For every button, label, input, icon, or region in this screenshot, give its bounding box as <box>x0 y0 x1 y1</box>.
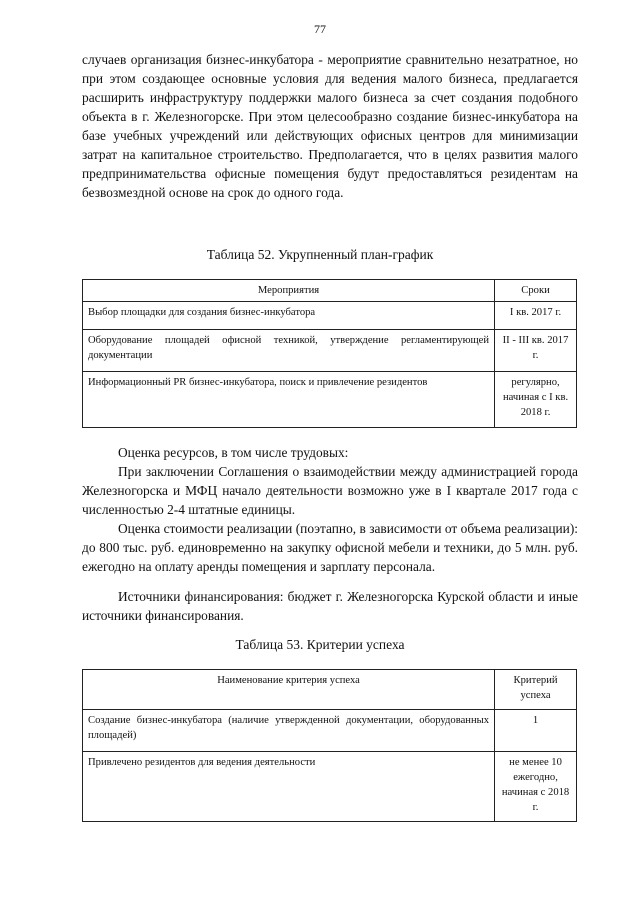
resources-paragraph: Оценка ресурсов, в том числе трудовых: <box>118 445 349 460</box>
table52-row3-term: регулярно, начиная с I кв. 2018 г. <box>495 372 577 428</box>
table53-row1-name: Создание бизнес-инкубатора (наличие утвержденной документации, оборудованных площадей) <box>83 710 495 752</box>
table-row <box>83 302 577 330</box>
table53 <box>82 669 577 822</box>
table-row <box>83 752 577 822</box>
table53-row1-value: 1 <box>495 710 577 752</box>
cost-paragraph: Оценка стоимости реализации (поэтапно, в зависимости от объема реализации): до 800 тыс. руб. единовременно на закупку офисной мебели и техники, до 5 млн. руб. ежегодно на оплату аренды помещения и зарплату персонала. <box>82 521 578 574</box>
table52-row1-term: I кв. 2017 г. <box>495 302 577 330</box>
table52-row2-event: Оборудование площадей офисной техникой, утверждение регламентирующей документации <box>83 330 495 372</box>
table52-header-events: Мероприятия <box>83 280 495 302</box>
intro-paragraph: случаев организация бизнес-инкубатора - мероприятие сравнительно незатратное, но при этом создающее основные условия для ведения малого бизнеса, предлагается расширить инфраструктуру поддержки малого бизнеса за счет создания подобного объекта в г. Железногорске. При этом целесообразно создание бизнес-инкубатора на базе учебных учреждений или действующих офисных центров для минимизации затрат на капитальное строительство. Предполагается, что в целях развития малого предпринимательства офисные помещения будут предоставляться резидентам на безвозмездной основе на срок до одного года. <box>82 52 578 200</box>
table53-header-row <box>83 670 577 710</box>
table52-row3-event: Информационный PR бизнес-инкубатора, поиск и привлечение резидентов <box>83 372 495 428</box>
page-number: 77 <box>314 22 326 36</box>
table53-row2-name: Привлечено резидентов для ведения деятельности <box>83 752 495 822</box>
agreement-paragraph: При заключении Соглашения о взаимодействии между администрацией города Железногорска и МФЦ начало деятельности возможно уже в I квартале 2017 года с численностью 2-4 штатные единицы. <box>82 464 578 517</box>
funding-paragraph: Источники финансирования: бюджет г. Железногорска Курской области и иные источники финансирования. <box>82 589 578 623</box>
table53-header-criterion: Критерий успеха <box>495 670 577 710</box>
table52 <box>82 279 577 428</box>
table52-header-row <box>83 280 577 302</box>
table52-row2-term: II - III кв. 2017 г. <box>495 330 577 372</box>
table52-caption: Таблица 52. Укрупненный план-график <box>206 247 434 262</box>
table-row <box>83 372 577 428</box>
table53-header-name: Наименование критерия успеха <box>83 670 495 710</box>
table53-row2-value: не менее 10 ежегодно, начиная с 2018 г. <box>495 752 577 822</box>
table-row <box>83 710 577 752</box>
table53-caption: Таблица 53. Критерии успеха <box>235 637 405 652</box>
table52-row1-event: Выбор площадки для создания бизнес-инкубатора <box>83 302 495 330</box>
table52-header-terms: Сроки <box>495 280 577 302</box>
table-row <box>83 330 577 372</box>
